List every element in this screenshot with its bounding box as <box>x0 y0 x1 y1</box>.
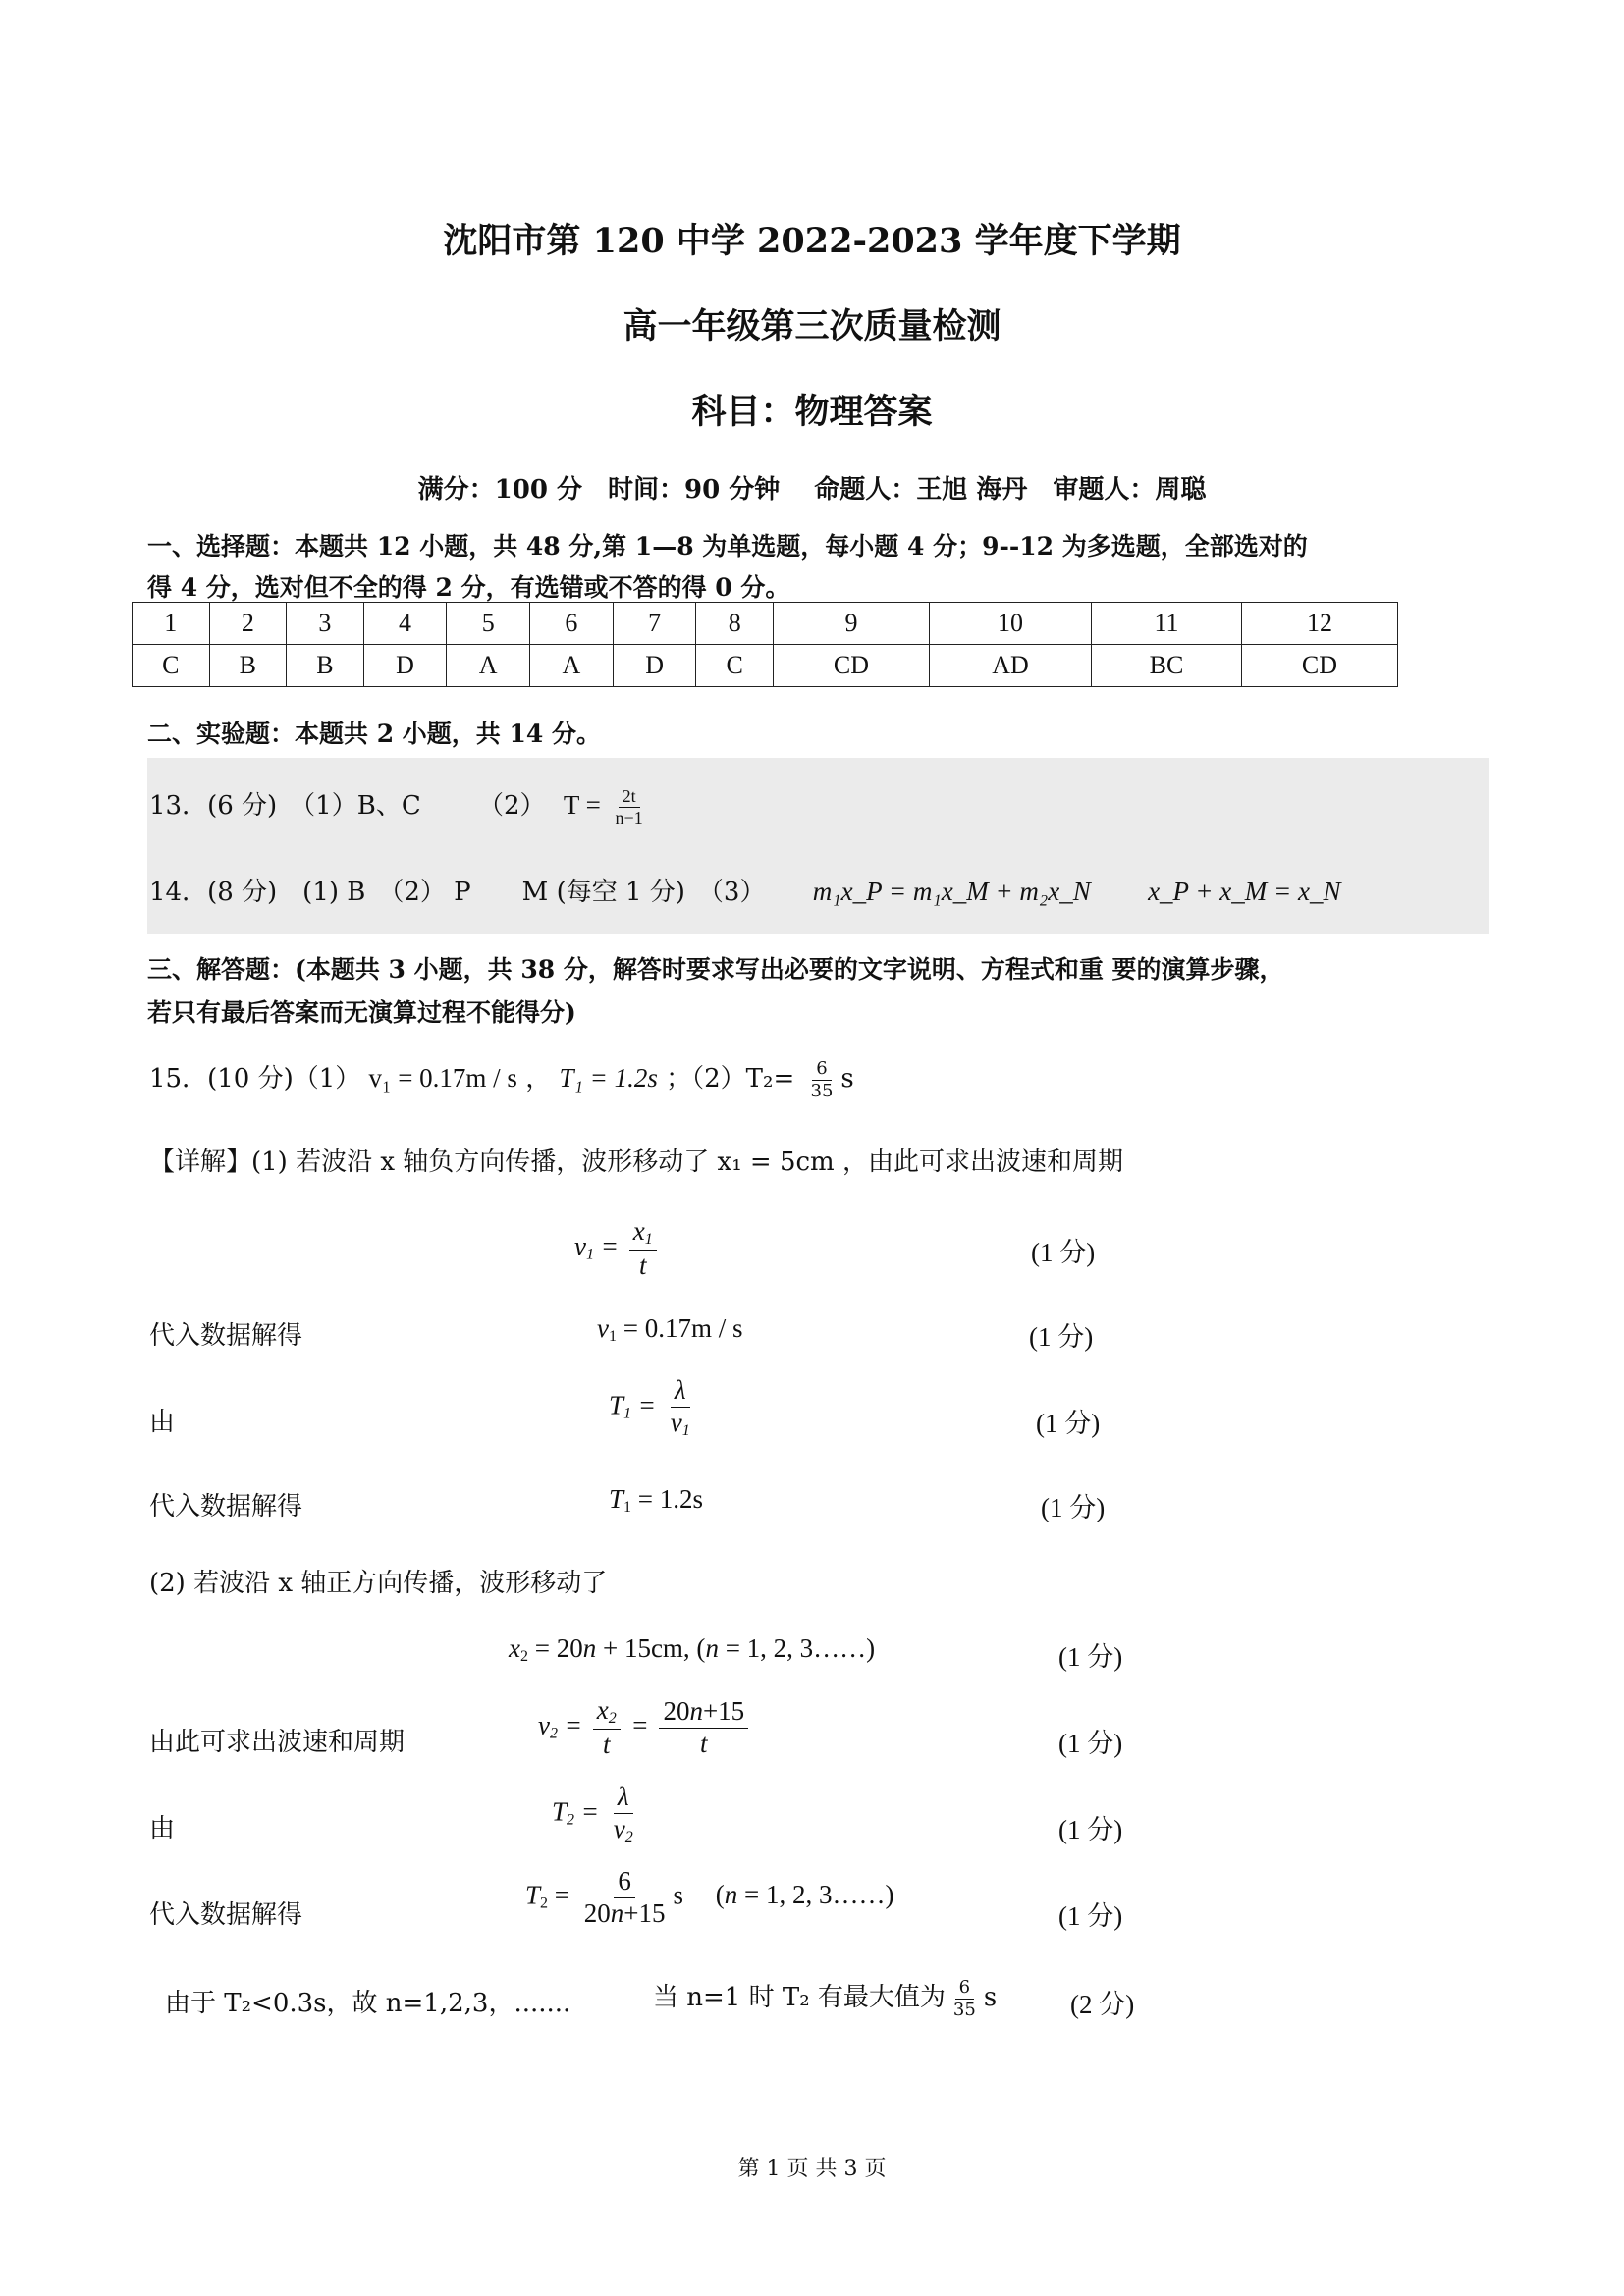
q13-fraction <box>612 787 647 829</box>
section3-heading-2: 若只有最后答案而无演算过程不能得分) <box>147 998 576 1027</box>
eq-T2-fraction: $\frac{\lambda}{v_2}$ <box>613 1782 633 1845</box>
q14-eq2: x_P + x_M = x_N <box>1148 877 1341 906</box>
table-cell: C <box>696 645 774 687</box>
label-substitute-2: 代入数据解得 <box>149 1492 303 1522</box>
eq-v2-fraction-1: $\frac{x_2}{t}$ <box>593 1696 621 1759</box>
q15-T2-den: 35 <box>810 1080 834 1101</box>
score-3: (1 分) <box>1036 1409 1101 1438</box>
table-cell: D <box>363 645 447 687</box>
eq-v1-fraction: $\frac{x_1}{t}$ <box>629 1217 657 1280</box>
table-cell: 2 <box>209 603 287 645</box>
q13-part2: （2） <box>478 791 546 821</box>
table-cell: 1 <box>133 603 210 645</box>
label-substitute-3: 代入数据解得 <box>149 1900 303 1930</box>
q15-T1: T₁ = 1.2s <box>559 1063 658 1093</box>
table-cell: D <box>613 645 696 687</box>
table-cell: 9 <box>774 603 930 645</box>
table-cell: 6 <box>530 603 614 645</box>
label-by-1: 由 <box>149 1408 176 1437</box>
q13-answer <box>149 785 651 828</box>
label-by-2: 由 <box>149 1814 176 1843</box>
conclusion-fraction: $\frac{6}{35}$ <box>952 1976 976 2020</box>
q15-T2-fraction <box>807 1059 838 1101</box>
table-row-answers <box>133 645 1398 687</box>
score-6: (1 分) <box>1058 1729 1123 1758</box>
title-line-3: 科目：物理答案 <box>691 392 933 432</box>
q15-detail: 【详解】(1) 若波沿 x 轴负方向传播，波形移动了 x₁ = 5cm ，由此可求出波速和周期 <box>149 1148 1123 1177</box>
label-substitute-1: 代入数据解得 <box>149 1321 303 1351</box>
q14-answer <box>149 872 1340 908</box>
eq-v1-value: $v_1 = 0.17m / s$ <box>597 1313 743 1345</box>
q13-num: 2t <box>619 787 640 809</box>
title-line-2: 高一年级第三次质量检测 <box>623 306 1001 347</box>
part2-text: (2) 若波沿 x 轴正方向传播，波形移动了 <box>149 1569 608 1598</box>
q15-T2-unit: s <box>840 1064 854 1094</box>
table-cell: C <box>133 645 210 687</box>
q13-lhs: T = <box>563 790 601 820</box>
section3-heading-1: 三、解答题：(本题共 3 小题，共 38 分，解答时要求写出必要的文字说明、方程式和重 要的演算步骤， <box>147 955 1284 984</box>
eq-T2-value: $T_2$ = $\frac{6}{20n+15}$ s (n = 1, 2, 3……) <box>525 1866 894 1928</box>
table-cell: A <box>530 645 614 687</box>
table-cell: A <box>447 645 530 687</box>
table-cell: 11 <box>1092 603 1242 645</box>
page-footer: 第 1 页 共 3 页 <box>737 2157 887 2181</box>
score-7: (1 分) <box>1058 1815 1123 1844</box>
score-5: (1 分) <box>1058 1642 1123 1672</box>
eq-T2-def: $T_2$ = $\frac{\lambda}{v_2}$ <box>552 1783 641 1845</box>
conclusion-left: 由于 T₂<0.3s，故 n=1,2,3，....... <box>165 1989 571 2018</box>
q13-den: n−1 <box>615 808 643 828</box>
section1-heading-2: 得 4 分，选对但不全的得 2 分，有选错或不答的得 0 分。 <box>147 573 790 602</box>
table-cell: CD <box>774 645 930 687</box>
table-cell: B <box>287 645 364 687</box>
score-9: (2 分) <box>1070 1990 1135 2019</box>
eq-v1-def: $v_1$ = $\frac{x_1}{t}$ <box>574 1217 661 1280</box>
conclusion-right: 当 n=1 时 T₂ 有最大值为 $\frac{6}{35}$ s <box>653 1976 998 2020</box>
q14-prefix: 14．(8 分) (1) B （2） P M (每空 1 分) （3） <box>149 878 766 907</box>
table-row-numbers <box>133 603 1398 645</box>
table-cell: B <box>209 645 287 687</box>
eq-v2: $v_2$ = $\frac{x_2}{t}$ = $\frac{20n+15}{t}$ <box>538 1696 752 1759</box>
answer-table <box>132 602 1398 687</box>
q13-prefix: 13．(6 分) （1）B、C <box>149 791 421 821</box>
eq-T1-fraction: $\frac{\lambda}{v_1}$ <box>670 1375 690 1439</box>
q15-v1: v₁ = 0.17m / s <box>368 1063 517 1093</box>
q15-summary: 15．(10 分)（1） v₁ = 0.17m / s ， T₁ = 1.2s ；（2）T₂= $\frac{6}{35}$ s <box>149 1057 854 1101</box>
score-4: (1 分) <box>1041 1493 1106 1522</box>
label-hence: 由此可求出波速和周期 <box>149 1728 406 1757</box>
score-1: (1 分) <box>1031 1238 1096 1267</box>
table-cell: BC <box>1092 645 1242 687</box>
conclusion-right-text: 当 n=1 时 T₂ 有最大值为 <box>653 1983 946 2012</box>
table-cell: 10 <box>929 603 1091 645</box>
table-cell: 12 <box>1241 603 1397 645</box>
eq-v2-fraction-2: $\frac{20n+15}{t}$ <box>659 1697 748 1758</box>
q15-intro: 15．(10 分)（1） <box>149 1064 361 1094</box>
table-cell: CD <box>1241 645 1397 687</box>
eq-T1-def: $T_1$ = $\frac{\lambda}{v_1}$ <box>609 1376 698 1439</box>
table-cell: 7 <box>613 603 696 645</box>
title-line-1: 沈阳市第 120 中学 2022-2023 学年度下学期 <box>443 221 1181 261</box>
eq-x2: $x_2 = 20n + 15cm$, (n = 1, 2, 3……) <box>509 1633 876 1665</box>
table-cell: 4 <box>363 603 447 645</box>
q14-eq1: m₁x_P = m₁x_M + m₂x_N <box>812 877 1091 906</box>
score-8: (1 分) <box>1058 1901 1123 1931</box>
table-cell: 5 <box>447 603 530 645</box>
q15-T2-num: 6 <box>812 1059 831 1081</box>
q15-part2: ；（2）T₂= <box>666 1064 795 1094</box>
eq-T2-value-fraction: $\frac{6}{20n+15}$ <box>583 1866 666 1928</box>
table-cell: 8 <box>696 603 774 645</box>
exam-meta: 满分：100 分 时间：90 分钟 命题人：王旭 海丹 审题人：周聪 <box>417 475 1207 505</box>
section2-shaded-box <box>147 758 1489 934</box>
eq-T1-value: $T_1 = 1.2s$ <box>609 1484 704 1516</box>
table-cell: 3 <box>287 603 364 645</box>
section2-heading: 二、实验题：本题共 2 小题，共 14 分。 <box>147 720 602 748</box>
score-2: (1 分) <box>1029 1322 1094 1352</box>
table-cell: AD <box>929 645 1091 687</box>
q13-formula <box>563 785 651 828</box>
section1-heading-1: 一、选择题：本题共 12 小题，共 48 分,第 1—8 为单选题，每小题 4 分；9--12 为多选题，全部选对的 <box>147 532 1308 561</box>
